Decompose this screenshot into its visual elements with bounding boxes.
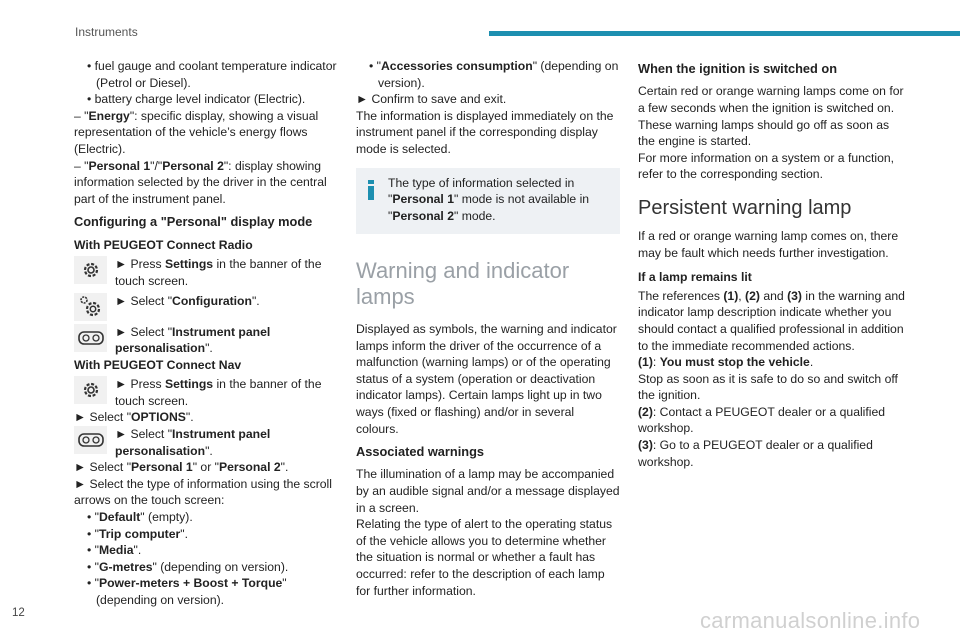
paragraph: Relating the type of alert to the operating status of the vehicle allows you to determine whether the situation is normal or whether a fault has occurred: refer to the description of each lamp for further information. [356,517,613,598]
gear-icon [74,376,107,404]
paragraph: Certain red or orange warning lamps come on for a few seconds when the ignition is switched on. These warning lamps should go off as soon as the engine is started. [638,84,904,149]
running-header: Instruments [75,25,138,39]
list-item: • battery charge level indicator (Electric). [87,92,306,107]
subheading: With PEUGEOT Connect Nav [74,357,242,372]
paragraph: Stop as soon as it is safe to do so and switch off the ignition. [638,371,898,403]
list-item: • "Trip computer". [87,526,188,541]
instrument-panel-icon [74,324,107,352]
list-item: ► Select the type of information using the scroll arrows on the touch screen: [74,476,332,508]
subheading: With PEUGEOT Connect Radio [74,237,253,252]
step-item: ► Select "Instrument panel personalisation". [74,324,342,357]
paragraph: (2): Contact a PEUGEOT dealer or a qualified workshop. [638,404,886,436]
header-accent-bar [489,31,960,36]
step-item: ► Press Settings in the banner of the touch screen. [74,376,342,409]
section-title: Warning and indicator lamps [356,258,570,309]
instrument-panel-icon [74,426,107,454]
section-heading: Configuring a "Personal" display mode [74,214,313,230]
info-note: The type of information selected in "Personal 1" mode is not available in "Personal 2" mode. [356,168,620,235]
page-number: 12 [12,607,25,619]
gear-icon [74,293,107,321]
paragraph: For more information on a system or a function, refer to the corresponding section. [638,150,895,182]
list-item: • "Media". [87,543,142,558]
step-item: ► Select "Instrument panel personalisation". [74,426,342,459]
list-item: • "Power-meters + Boost + Torque" (depending on version). [87,576,287,608]
list-item: • "G-metres" (depending on version). [87,559,289,574]
list-item: • "Accessories consumption" (depending on version). [369,59,619,90]
section-title: Persistent warning lamp [638,196,852,219]
step-item: ► Press Settings in the banner of the touch screen. [74,256,342,289]
info-icon [368,180,374,200]
section-heading: When the ignition is switched on [638,61,838,76]
list-item: • fuel gauge and coolant temperature indicator (Petrol or Diesel). [87,59,337,90]
paragraph: Displayed as symbols, the warning and indicator lamps inform the driver of the occurrence of a malfunction (warning lamps) or of the operating status of a system (operation or deactivation indicator lamps). Certain lamps light up in two ways (fixed or flashing) and/or in several colours. [356,321,617,436]
watermark: carmanualsonline.info [700,608,921,633]
paragraph: The illumination of a lamp may be accompanied by an audible signal and/or a message displayed in a screen. [356,467,620,515]
list-item: ► Select "Personal 1" or "Personal 2". [74,460,289,475]
list-item: • "Default" (empty). [87,510,193,525]
list-item: ► Confirm to save and exit. [356,92,507,107]
column-1 [74,58,342,609]
list-item: – "Personal 1"/"Personal 2": display showing information selected by the driver in the central part of the instrument panel. [74,158,327,206]
column-3 [638,58,906,470]
gear-icon [74,256,107,284]
step-item: ► Select "Configuration". [74,293,342,321]
list-item: ► Select "OPTIONS". [74,410,194,425]
column-2 [356,58,620,599]
section-heading: Associated warnings [356,444,485,460]
paragraph: The information is displayed immediately on the instrument panel if the corresponding display mode is selected. [356,108,614,156]
paragraph: (1): You must stop the vehicle. [638,355,814,370]
paragraph: If a red or orange warning lamp comes on, there may be fault which needs further investigation. [638,228,899,260]
subheading: If a lamp remains lit [638,270,752,285]
paragraph: (3): Go to a PEUGEOT dealer or a qualified workshop. [638,438,873,469]
paragraph: The references (1), (2) and (3) in the warning and indicator lamp description indicate whether you should contact a qualified professional in addition to the immediate recommended actions. [638,288,905,353]
list-item: – "Energy": specific display, showing a visual representation of the vehicle’s energy flows (Electric). [74,108,319,156]
